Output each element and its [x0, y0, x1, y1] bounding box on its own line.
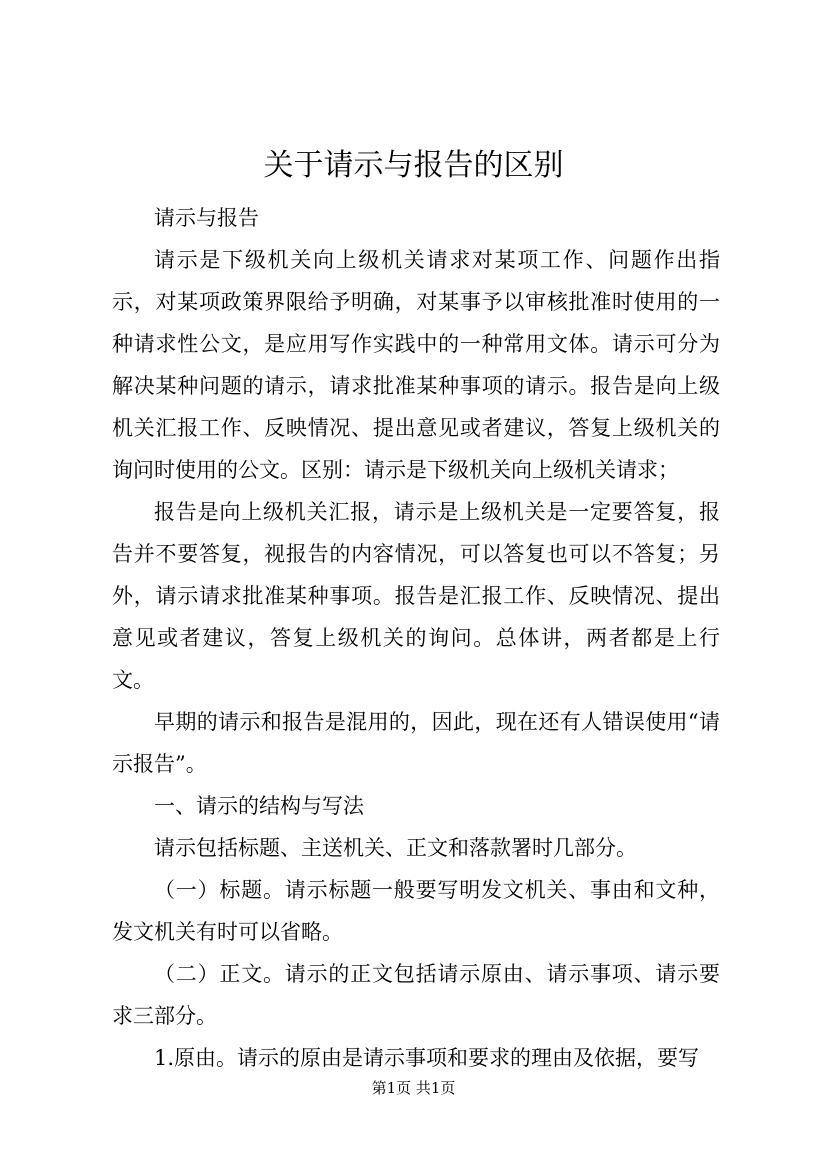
paragraph: 请示包括标题、主送机关、正文和落款署时几部分。 — [154, 836, 637, 860]
document-body — [112, 197, 720, 1079]
paragraph: （一）标题。请示标题一般要写明发文机关、事由和文种，发文机关有时可以省略。 — [112, 878, 720, 944]
paragraph: （二）正文。请示的正文包括请示原由、请示事项、请示要求三部分。 — [112, 962, 720, 1028]
paragraph-subtitle: 请示与报告 — [154, 206, 259, 230]
paragraph: 早期的请示和报告是混用的，因此，现在还有人错误使用“请示报告”。 — [112, 710, 720, 776]
paragraph: 1.原由。请示的原由是请示事项和要求的理由及依据，要写 — [154, 1046, 700, 1070]
paragraph: 请示是下级机关向上级机关请求对某项工作、问题作出指示，对某项政策界限给予明确，对某事予以审核批准时使用的一种请求性公文，是应用写作实践中的一种常用文体。请示可分为解决某种问题的请示，请求批准某种事项的请示。报告是向上级机关汇报工作、反映情况、提出意见或者建议，答复上级机关的询问时使用的公文。区别：请示是下级机关向上级机关请求； — [112, 248, 720, 482]
document-title: 关于请示与报告的区别 — [263, 148, 564, 183]
section-heading: 一、请示的结构与写法 — [154, 794, 364, 818]
paragraph: 报告是向上级机关汇报，请示是上级机关是一定要答复，报告并不要答复，视报告的内容情况，可以答复也可以不答复；另外，请示请求批准某种事项。报告是汇报工作、反映情况、提出意见或者建议，答复上级机关的询问。总体讲，两者都是上行文。 — [112, 500, 720, 692]
page-footer: 第1页 共1页 — [371, 1079, 456, 1097]
